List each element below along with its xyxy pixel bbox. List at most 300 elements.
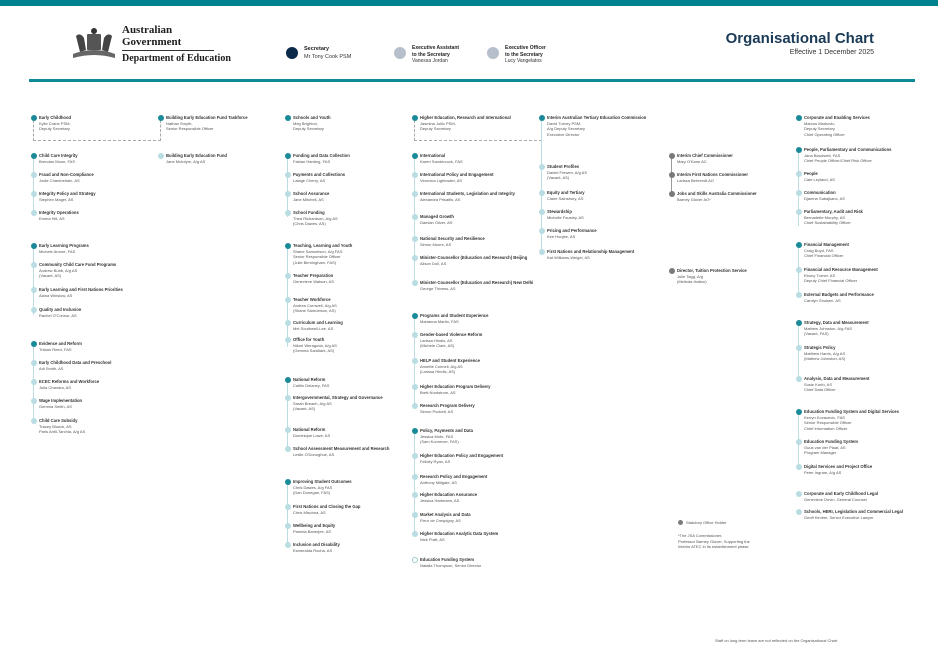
- unit-name: Higher Education Analytic Data System: [420, 531, 499, 536]
- unit-name: People, Parliamentary and Communications: [804, 147, 892, 152]
- top-accent-bar: [0, 0, 938, 6]
- org-unit: [796, 491, 878, 502]
- node-dot-icon: [539, 164, 545, 170]
- unit-name: Managed Growth: [420, 214, 454, 219]
- unit-person: Daniel Frewen, A/g AS: [547, 169, 588, 175]
- node-dot-icon: [412, 531, 418, 537]
- org-unit: [285, 153, 350, 164]
- unit-person: Peter Ingram, A/g AS: [804, 469, 842, 475]
- unit-person: Senior Responsible Officer: [804, 420, 852, 426]
- node-dot-icon: [412, 115, 418, 121]
- unit-person: (Vacant, FAS): [804, 331, 829, 337]
- org-unit: [539, 115, 646, 137]
- unit-name: National Reform: [293, 377, 326, 382]
- node-dot-icon: [285, 523, 291, 529]
- effective-date: Effective 1 December 2025: [789, 49, 874, 56]
- unit-name: ECEC Reforms and Workforce: [39, 379, 100, 384]
- unit-person: Lalage Cherry, AS: [293, 177, 326, 183]
- unit-name: Early Learning and First Nations Priorities: [39, 287, 123, 292]
- org-unit: [285, 427, 330, 438]
- org-unit: [412, 474, 487, 485]
- unit-person: (Melinda Hatton): [677, 279, 707, 285]
- unit-person: Program Manager: [804, 450, 837, 456]
- unit-person: Jodie Chamberlain, AS: [39, 177, 80, 183]
- commissioner-footnote: *The JSA Commissioner, Professor Barney Glover, Supporting the Interim ATEC in its establishment phase: [678, 533, 750, 549]
- node-dot-icon: [31, 172, 37, 178]
- org-unit: [31, 360, 111, 371]
- node-dot-icon: [539, 249, 545, 255]
- unit-name: Research Program Delivery: [420, 403, 475, 408]
- unit-person: Chief Operating Officer: [804, 131, 845, 137]
- node-dot-icon: [285, 377, 291, 383]
- org-unit: [669, 172, 748, 183]
- node-dot-icon: [412, 236, 418, 242]
- node-dot-icon: [796, 409, 802, 415]
- unit-name: Higher Education Policy and Engagement: [420, 453, 504, 458]
- unit-person: Kat Williams-Weigel, AS: [547, 254, 590, 260]
- org-unit: [539, 164, 587, 181]
- unit-person: Fleur de Crespigny, AS: [420, 517, 461, 523]
- org-unit: [412, 236, 485, 247]
- node-dot-icon: [669, 268, 675, 274]
- org-unit: [285, 337, 337, 354]
- node-dot-icon: [285, 115, 291, 121]
- unit-name: HELP and Student Experience: [420, 358, 480, 363]
- org-unit: [539, 190, 585, 201]
- unit-person: Marcus Markovic,: [804, 120, 836, 126]
- org-unit: [285, 297, 337, 314]
- unit-name: Education Funding System: [420, 557, 474, 562]
- unit-person: Deputy Secretary: [420, 126, 451, 132]
- unit-person: Michelle Fausley, AS: [547, 214, 584, 220]
- unit-name: Wellbeing and Equity: [293, 523, 336, 528]
- unit-name: Minister-Counsellor (Education and Research) New Delhi: [420, 280, 534, 285]
- node-dot-icon: [285, 153, 291, 159]
- unit-name: Fraud and Non-Compliance: [39, 172, 94, 177]
- node-dot-icon: [285, 446, 291, 452]
- org-unit: [796, 376, 869, 393]
- node-dot-icon: [285, 273, 291, 279]
- node-dot-icon: [796, 292, 802, 298]
- unit-name: Community Child Care Fund Programs: [39, 262, 117, 267]
- unit-name: Building Early Education Fund Taskforce: [166, 115, 248, 120]
- unit-person: (Larissa Hindis, AS): [420, 369, 456, 375]
- org-unit: [412, 115, 511, 132]
- unit-person: Larissa Hindis, AS: [420, 337, 453, 343]
- org-unit: [285, 395, 383, 412]
- unit-person: Bernadette Murphy, AS: [804, 214, 846, 220]
- org-unit: [796, 209, 863, 226]
- legend-executive-assistant: Executive Assistant to the Secretary Vanessa Jordan: [394, 45, 459, 65]
- unit-person: (Julie Birmingham, FAS): [293, 259, 337, 265]
- unit-name: Education Funding System and Digital Services: [804, 409, 899, 414]
- org-unit: [158, 115, 248, 132]
- org-unit: [796, 147, 892, 164]
- unit-name: National Reform: [293, 427, 326, 432]
- unit-person: Veronica Lightowler, AS: [420, 177, 463, 183]
- executive-assistant-dot-icon: [394, 47, 406, 59]
- node-dot-icon: [412, 191, 418, 197]
- org-unit: [285, 542, 340, 553]
- unit-person: (Vacant, AS): [39, 273, 62, 279]
- unit-person: Ebony Turner, AS: [804, 272, 836, 278]
- unit-person: Deputy Secretary: [804, 126, 835, 132]
- unit-name: Intergovernmental, Strategy and Governance: [293, 395, 383, 400]
- unit-name: School Assessment Measurement and Research: [293, 446, 390, 451]
- org-unit: [412, 172, 494, 183]
- unit-person: Karen Sandercock, FAS: [420, 158, 463, 164]
- unit-person: Mary O'Kane AC: [677, 158, 707, 164]
- org-unit: [31, 210, 79, 221]
- unit-name: Curriculum and Learning: [293, 320, 343, 325]
- unit-person: Chris Dawes, A/g FAS: [293, 484, 333, 490]
- unit-name: Funding and Data Collection: [293, 153, 350, 158]
- unit-person: (Sam Konnever, FAS): [420, 439, 459, 445]
- org-unit: [796, 409, 899, 431]
- org-unit: [796, 509, 903, 520]
- unit-person: Chief Sustainability Officer: [804, 220, 851, 226]
- page-title: Organisational Chart: [725, 30, 874, 47]
- unit-person: Susie Kurth, AS: [804, 381, 833, 387]
- unit-name: Office for Youth: [293, 337, 325, 342]
- node-dot-icon: [285, 320, 291, 326]
- unit-person: Mathew Johnston, A/g FAS: [804, 325, 853, 331]
- unit-person: Gemma Smith, AS: [39, 403, 72, 409]
- header-divider: [29, 79, 915, 82]
- node-dot-icon: [31, 153, 37, 159]
- unit-person: Executive Director: [547, 131, 580, 137]
- node-dot-icon: [158, 153, 164, 159]
- node-dot-icon: [796, 209, 802, 215]
- unit-person: Caitlin Delaney, FAS: [293, 382, 330, 388]
- unit-person: Esmeralda Rocha, AS: [293, 547, 333, 553]
- unit-name: International: [420, 153, 446, 158]
- org-unit: [412, 403, 475, 414]
- unit-person: Brendan Moon, FAS: [39, 158, 76, 164]
- unit-person: Guus van der Plaat, AS: [804, 444, 846, 450]
- unit-person: (Dan Donegan, FAS): [293, 490, 331, 496]
- org-unit: [412, 557, 481, 568]
- unit-person: Rachel O'Connor, AS: [39, 312, 77, 318]
- node-dot-icon: [285, 172, 291, 178]
- unit-person: Jessica Mohr, FAS: [420, 433, 454, 439]
- unit-person: Andrea Cornwell, A/g AS: [293, 302, 337, 308]
- unit-person: Dominique Lowe, AS: [293, 432, 331, 438]
- unit-person: A/g Deputy Secretary: [547, 126, 586, 132]
- org-unit: [285, 377, 329, 388]
- unit-name: Higher Education Assurance: [420, 492, 478, 497]
- unit-person: Craig Boyd, FAS: [804, 247, 834, 253]
- org-unit: [412, 255, 527, 266]
- unit-person: Damian Oliver, AS: [420, 219, 453, 225]
- unit-person: Deputy Chief Financial Officer: [804, 278, 858, 284]
- unit-person: Leslie O'Donoghue, AS: [293, 451, 335, 457]
- node-dot-icon: [669, 172, 675, 178]
- unit-name: Market Analysis and Data: [420, 512, 471, 517]
- unit-name: People: [804, 171, 818, 176]
- org-unit: [412, 384, 491, 395]
- org-unit: [285, 446, 389, 457]
- node-dot-icon: [285, 479, 291, 485]
- unit-name: Communication: [804, 190, 836, 195]
- unit-name: National Security and Resilience: [420, 236, 485, 241]
- unit-person: Anthony Millgate, AS: [420, 479, 457, 485]
- node-dot-icon: [31, 243, 37, 249]
- node-dot-icon: [796, 147, 802, 153]
- unit-person: Stephen Mager, AS: [39, 196, 74, 202]
- org-unit: [669, 268, 747, 285]
- unit-person: Julie Tagg, A/g: [677, 273, 703, 279]
- node-dot-icon: [412, 453, 418, 459]
- node-dot-icon: [31, 379, 37, 385]
- unit-name: Quality and Inclusion: [39, 307, 82, 312]
- org-unit: [412, 313, 488, 324]
- unit-person: Tristan Reed, FAS: [39, 346, 72, 352]
- unit-person: Carolyn Shulsen, AS: [804, 297, 841, 303]
- node-dot-icon: [796, 464, 802, 470]
- node-dot-icon: [539, 190, 545, 196]
- unit-person: Kerryn Kovacevic, FAS: [804, 414, 845, 420]
- node-dot-icon: [796, 345, 802, 351]
- unit-person: Nikori Weragoda, A/g AS: [293, 342, 337, 348]
- unit-name: Interim First Nations Commissioner: [677, 172, 748, 177]
- unit-person: Annette Connell, A/g AS: [420, 363, 463, 369]
- node-dot-icon: [796, 267, 802, 273]
- org-unit: [412, 492, 477, 503]
- node-dot-icon: [669, 191, 675, 197]
- org-unit: [412, 214, 454, 225]
- node-dot-icon: [412, 474, 418, 480]
- unit-person: Nathan Smyth,: [166, 120, 193, 126]
- unit-person: Chief Data Officer: [804, 387, 836, 393]
- node-dot-icon: [31, 360, 37, 366]
- node-dot-icon: [31, 115, 37, 121]
- node-dot-icon: [539, 228, 545, 234]
- node-dot-icon: [412, 255, 418, 261]
- unit-person: (Chris Dawes, AS): [293, 221, 326, 227]
- node-dot-icon: [285, 504, 291, 510]
- org-unit: [669, 191, 757, 202]
- org-unit: [285, 320, 343, 331]
- unit-name: Early Childhood: [39, 115, 72, 120]
- unit-name: Analysis, Data and Measurement: [804, 376, 870, 381]
- unit-person: Mel Southwell-Lee, AS: [293, 325, 334, 331]
- node-dot-icon: [158, 115, 164, 121]
- node-dot-icon: [796, 171, 802, 177]
- unit-name: Financial Management: [804, 242, 849, 247]
- org-unit: [796, 171, 835, 182]
- unit-person: Emma Hill, AS: [39, 215, 65, 221]
- unit-name: Early Learning Programs: [39, 243, 89, 248]
- unit-person: Simon Moore, AS: [420, 241, 452, 247]
- unit-person: Felicity Ryan, AS: [420, 458, 451, 464]
- org-unit: [796, 190, 845, 201]
- org-unit: [412, 453, 503, 464]
- node-dot-icon: [796, 115, 802, 121]
- node-dot-icon: [285, 542, 291, 548]
- unit-name: Programs and Student Experience: [420, 313, 489, 318]
- node-dot-icon: [412, 332, 418, 338]
- unit-person: Cate Leyland, AS: [804, 176, 835, 182]
- unit-name: Integrity Operations: [39, 210, 79, 215]
- unit-person: (Vacant, AS): [293, 406, 316, 412]
- unit-person: Chief Financial Officer: [804, 253, 844, 259]
- node-dot-icon: [412, 358, 418, 364]
- node-dot-icon: [412, 428, 418, 434]
- node-dot-icon: [412, 384, 418, 390]
- org-unit: [285, 504, 360, 515]
- node-dot-icon: [539, 209, 545, 215]
- statutory-dot-icon: [678, 520, 683, 525]
- unit-name: First Nations and Relationship Management: [547, 249, 635, 254]
- unit-person: Kylie Crane PSM,: [39, 120, 71, 126]
- executive-officer-dot-icon: [487, 47, 499, 59]
- unit-name: First Nations and Closing the Gap: [293, 504, 361, 509]
- secretary-dot-icon: [286, 47, 298, 59]
- unit-name: Strategic Policy: [804, 345, 836, 350]
- unit-person: Deputy Secretary: [39, 126, 70, 132]
- unit-person: Brett Nordstrom, AS: [420, 389, 456, 395]
- unit-name: Building Early Education Fund: [166, 153, 227, 158]
- org-unit: [539, 249, 634, 260]
- node-dot-icon: [31, 398, 37, 404]
- unit-person: Senior Responsible Officer: [166, 126, 214, 132]
- node-dot-icon: [31, 287, 37, 293]
- unit-person: Paris Antil-Tarchia, A/g AS: [39, 429, 86, 435]
- unit-person: (Mathew Johnston, AS): [804, 356, 846, 362]
- org-unit: [412, 191, 515, 202]
- org-unit: [412, 153, 463, 164]
- unit-name: Wage Implementation: [39, 398, 83, 403]
- org-unit: [796, 115, 870, 137]
- org-unit: [412, 428, 473, 445]
- legend-secretary: Secretary Mr Tony Cook PSM: [286, 45, 351, 61]
- unit-name: Stewardship: [547, 209, 572, 214]
- unit-person: Simon Puckett, AS: [420, 408, 454, 414]
- unit-name: Corporate and Enabling Services: [804, 115, 870, 120]
- unit-name: Parliamentary, Audit and Risk: [804, 209, 863, 214]
- org-unit: [285, 210, 338, 227]
- unit-person: Thea Richardson, A/g AS: [293, 215, 338, 221]
- unit-name: School Funding: [293, 210, 325, 215]
- unit-person: Claire Sainsbury, AS: [547, 195, 584, 201]
- unit-person: Barney Glover AO*: [677, 196, 711, 202]
- unit-name: Integrity Policy and Strategy: [39, 191, 96, 196]
- unit-person: Nick Pratt, AS: [420, 536, 445, 542]
- chart-title-block: [726, 30, 874, 56]
- node-dot-icon: [796, 320, 802, 326]
- unit-person: Tracey Blunck, AS: [39, 423, 72, 429]
- org-unit: [31, 172, 94, 183]
- org-unit: [796, 242, 849, 259]
- unit-name: Director, Tuition Protection Service: [677, 268, 747, 273]
- unit-person: Alana Winslow, AS: [39, 292, 73, 298]
- unit-name: Pricing and Performance: [547, 228, 597, 233]
- unit-person: Jasmina Jollic PSM,: [420, 120, 456, 126]
- unit-name: Child Care Subsidy: [39, 418, 78, 423]
- node-dot-icon: [412, 153, 418, 159]
- unit-name: Corporate and Early Childhood Legal: [804, 491, 878, 496]
- org-unit: [31, 287, 123, 298]
- unit-name: Jobs and Skills Australia Commissioner: [677, 191, 757, 196]
- node-dot-icon: [539, 115, 545, 121]
- org-unit: [796, 464, 872, 475]
- unit-person: Chris Mischna, AS: [293, 509, 326, 515]
- org-unit: [31, 115, 71, 132]
- unit-person: Adi Smith, AS: [39, 365, 64, 371]
- unit-person: Julia Chandra, AS: [39, 384, 72, 390]
- org-unit: [796, 267, 878, 284]
- unit-name: Evidence and Reform: [39, 341, 82, 346]
- node-dot-icon: [412, 492, 418, 498]
- unit-person: Natalia Thompson, Senior Director: [420, 562, 482, 568]
- node-dot-icon: [285, 191, 291, 197]
- unit-person: Pamela Banerjee, AS: [293, 528, 332, 534]
- org-unit: [31, 191, 96, 202]
- org-unit: [669, 153, 733, 164]
- unit-name: Teacher Preparation: [293, 273, 334, 278]
- unit-name: Interim Chief Commissioner: [677, 153, 733, 158]
- node-dot-icon: [796, 491, 802, 497]
- node-dot-icon: [412, 172, 418, 178]
- unit-name: Research Policy and Engagement: [420, 474, 488, 479]
- statutory-legend: Statutory Office Holder: [678, 520, 726, 526]
- unit-name: Policy, Payments and Data: [420, 428, 473, 433]
- org-unit: [285, 479, 352, 496]
- unit-name: Minister-Counsellor (Education and Research) Beijing: [420, 255, 528, 260]
- unit-person: Genevieve Devin, General Counsel: [804, 496, 867, 502]
- leave-note: Staff on long term leave are not reflected on the Organisational Chart: [715, 638, 838, 643]
- org-unit: [285, 243, 352, 265]
- org-unit: [285, 115, 331, 132]
- unit-person: Michele Amore, FAS: [39, 248, 76, 254]
- unit-name: Gender-based Violence Reform: [420, 332, 483, 337]
- node-dot-icon: [31, 262, 37, 268]
- unit-name: Student Profiles: [547, 164, 580, 169]
- node-dot-icon: [285, 243, 291, 249]
- node-dot-icon: [31, 210, 37, 216]
- node-dot-icon: [796, 509, 802, 515]
- org-unit: [158, 153, 227, 164]
- unit-name: Education Funding System: [804, 439, 858, 444]
- unit-person: Deputy Secretary: [293, 126, 324, 132]
- unit-person: Alison Doll, AS: [420, 260, 447, 266]
- unit-person: Jane Mitchell, AS: [293, 196, 324, 202]
- unit-person: George Thivess, AS: [420, 285, 456, 291]
- node-dot-icon: [796, 190, 802, 196]
- unit-name: International Policy and Engagement: [420, 172, 494, 177]
- node-dot-icon: [31, 418, 37, 424]
- org-unit: [796, 292, 874, 303]
- legend-executive-officer: Executive Officer to the Secretary Lucy Vangelatos: [487, 45, 546, 65]
- unit-person: Fabian Harding, FAS: [293, 158, 331, 164]
- unit-person: Chief Information Officer: [804, 425, 848, 431]
- unit-name: Teaching, Learning and Youth: [293, 243, 353, 248]
- unit-name: Schools and Youth: [293, 115, 331, 120]
- node-dot-icon: [669, 153, 675, 159]
- unit-name: Early Childhood Data and Preschool: [39, 360, 112, 365]
- unit-name: External Budgets and Performance: [804, 292, 874, 297]
- unit-name: Interim Australian Tertiary Education Commission: [547, 115, 647, 120]
- unit-name: International Students, Legislation and Integrity: [420, 191, 515, 196]
- org-unit: [285, 172, 345, 183]
- org-unit: [31, 307, 81, 318]
- node-dot-icon: [285, 427, 291, 433]
- unit-name: Financial and Resource Management: [804, 267, 878, 272]
- logo-line2: Department of Education: [122, 53, 231, 64]
- org-unit: [539, 209, 584, 220]
- node-dot-icon: [285, 210, 291, 216]
